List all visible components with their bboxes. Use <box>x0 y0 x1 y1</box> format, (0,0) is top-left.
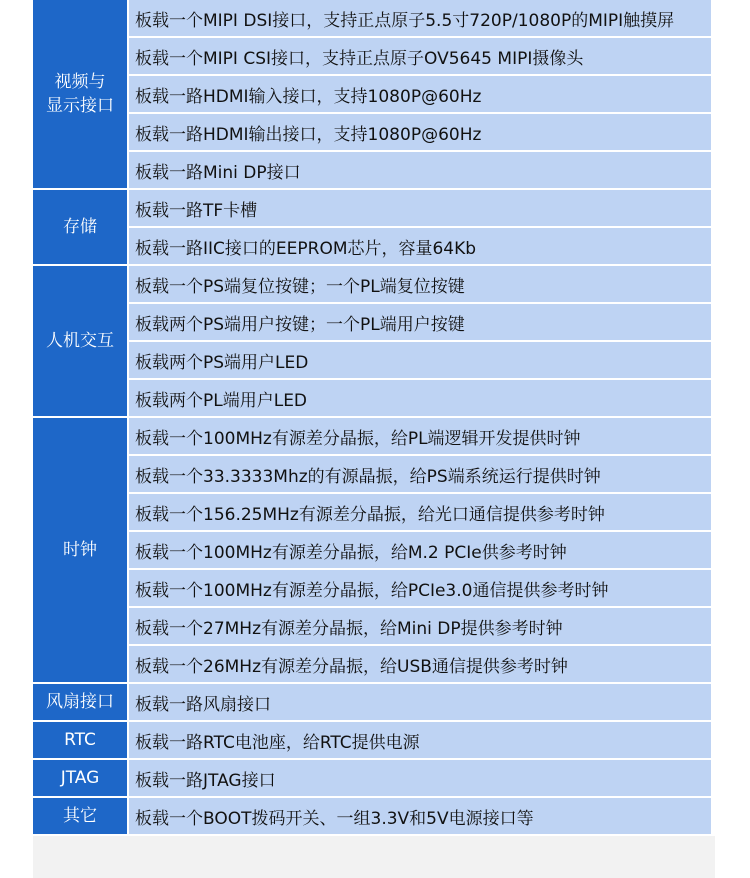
table-row <box>33 456 711 492</box>
spec-item-cell: 板载一个26MHz有源差分晶振，给USB通信提供参考时钟 <box>129 646 711 682</box>
spec-item-cell: 板载一个MIPI DSI接口，支持正点原子5.5寸720P/1080P的MIPI触摸屏 <box>129 0 711 36</box>
table-row <box>33 342 711 378</box>
category-cell: RTC <box>33 722 127 758</box>
spec-item-cell: 板载一个156.25MHz有源差分晶振，给光口通信提供参考时钟 <box>129 494 711 530</box>
category-cell: 人机交互 <box>33 266 127 416</box>
table-bottom-padding <box>33 836 715 878</box>
table-row <box>33 76 711 112</box>
table-row <box>33 152 711 188</box>
spec-item-cell: 板载一个PS端复位按键；一个PL端复位按键 <box>129 266 711 302</box>
category-cell: 时钟 <box>33 418 127 682</box>
table-row <box>33 380 711 416</box>
spec-item-cell: 板载一路JTAG接口 <box>129 760 711 796</box>
table-row <box>33 760 711 796</box>
table-row <box>33 38 711 74</box>
category-cell: 其它 <box>33 798 127 834</box>
spec-item-cell: 板载一个27MHz有源差分晶振，给Mini DP提供参考时钟 <box>129 608 711 644</box>
table-row <box>33 722 711 758</box>
spec-item-cell: 板载一路Mini DP接口 <box>129 152 711 188</box>
table-row <box>33 418 711 454</box>
spec-item-cell: 板载一路风扇接口 <box>129 684 711 720</box>
spec-item-cell: 板载一路TF卡槽 <box>129 190 711 226</box>
table-row <box>33 532 711 568</box>
spec-table-body <box>33 0 711 834</box>
category-cell: 视频与 显示接口 <box>33 0 127 188</box>
spec-item-cell: 板载一个33.3333Mhz的有源晶振，给PS端系统运行提供时钟 <box>129 456 711 492</box>
spec-item-cell: 板载两个PS端用户LED <box>129 342 711 378</box>
table-row <box>33 228 711 264</box>
spec-item-cell: 板载一路IIC接口的EEPROM芯片，容量64Kb <box>129 228 711 264</box>
category-cell: 风扇接口 <box>33 684 127 720</box>
table-row <box>33 114 711 150</box>
spec-item-cell: 板载一个100MHz有源差分晶振，给M.2 PCIe供参考时钟 <box>129 532 711 568</box>
table-row <box>33 608 711 644</box>
spec-item-cell: 板载一路HDMI输出接口，支持1080P@60Hz <box>129 114 711 150</box>
table-row <box>33 0 711 36</box>
spec-item-cell: 板载一路RTC电池座，给RTC提供电源 <box>129 722 711 758</box>
table-row <box>33 646 711 682</box>
table-row <box>33 266 711 302</box>
table-row <box>33 190 711 226</box>
spec-item-cell: 板载两个PS端用户按键；一个PL端用户按键 <box>129 304 711 340</box>
table-row <box>33 570 711 606</box>
spec-item-cell: 板载一路HDMI输入接口，支持1080P@60Hz <box>129 76 711 112</box>
spec-table <box>31 0 713 836</box>
spec-item-cell: 板载一个100MHz有源差分晶振，给PL端逻辑开发提供时钟 <box>129 418 711 454</box>
spec-item-cell: 板载两个PL端用户LED <box>129 380 711 416</box>
table-row <box>33 494 711 530</box>
table-row <box>33 684 711 720</box>
category-cell: 存储 <box>33 190 127 264</box>
category-cell: JTAG <box>33 760 127 796</box>
spec-item-cell: 板载一个100MHz有源差分晶振，给PCIe3.0通信提供参考时钟 <box>129 570 711 606</box>
table-row <box>33 304 711 340</box>
spec-item-cell: 板载一个MIPI CSI接口，支持正点原子OV5645 MIPI摄像头 <box>129 38 711 74</box>
spec-item-cell: 板载一个BOOT拨码开关、一组3.3V和5V电源接口等 <box>129 798 711 834</box>
table-row <box>33 798 711 834</box>
